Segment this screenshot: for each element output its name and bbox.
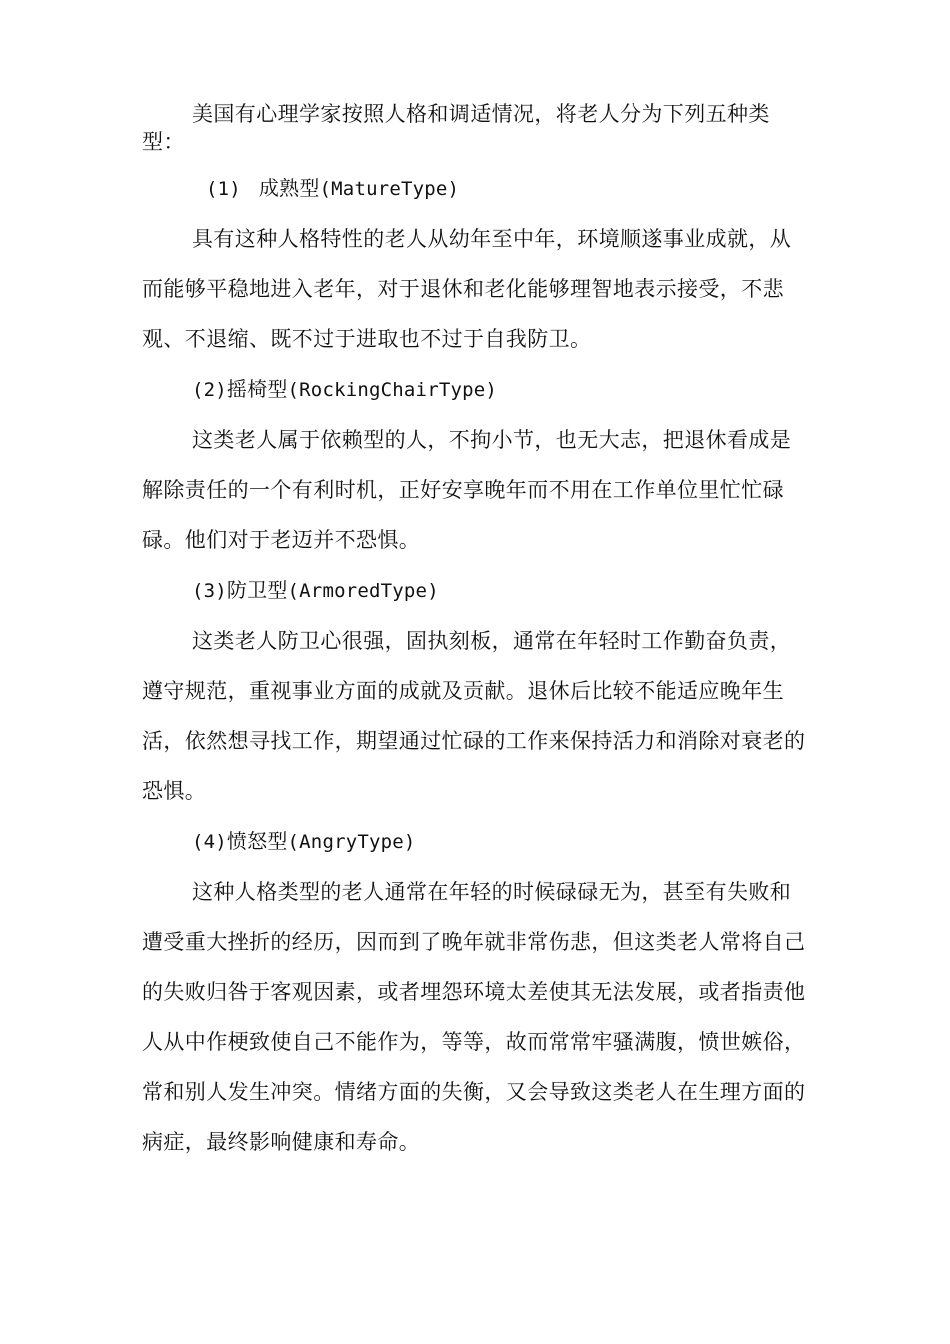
- section-number: (2): [192, 379, 227, 401]
- intro-paragraph: 美国有心理学家按照人格和调适情况，将老人分为下列五种类型：: [142, 102, 770, 154]
- section-title: 摇椅型: [226, 377, 288, 401]
- section-english: (RockingChairType): [287, 379, 498, 401]
- section-title: 愤怒型: [226, 829, 288, 853]
- section-heading: [142, 168, 810, 209]
- section-title: 成熟型: [258, 176, 320, 200]
- section-rocking-chair: [142, 364, 810, 565]
- section-body: 这种人格类型的老人通常在年轻的时候碌碌无为，甚至有失败和遭受重大挫折的经历，因而到了晚年就非常伤悲，但这类老人常将自己的失败归咎于客观因素，或者埋怨环境太差使其无法发展，或者指责他人从中作梗致使自己不能作为，等等，故而常常牢骚满腹，愤世嫉俗，常和别人发生冲突。情绪方面的失衡，又会导致这类老人在生理方面的病症，最终影响健康和寿命。: [142, 880, 806, 1154]
- section-armored: [142, 565, 810, 816]
- section-number: (3): [192, 580, 227, 602]
- section-number: (4): [192, 831, 227, 853]
- section-angry: [142, 816, 810, 1167]
- section-body: 这类老人属于依赖型的人，不拘小节，也无大志，把退休看成是解除责任的一个有利时机，正好安享晚年而不用在工作单位里忙忙碌碌。他们对于老迈并不恐惧。: [142, 428, 792, 552]
- section-heading: [142, 364, 810, 415]
- section-body: 具有这种人格特性的老人从幼年至中年，环境顺遂事业成就，从而能够平稳地进入老年，对于退休和老化能够理智地表示接受，不悲观、不退缩、既不过于进取也不过于自我防卫。: [142, 227, 792, 351]
- section-title: 防卫型: [226, 578, 288, 602]
- section-body: 这类老人防卫心很强，固执刻板，通常在年轻时工作勤奋负责，遵守规范，重视事业方面的成就及贡献。退休后比较不能适应晚年生活，依然想寻找工作，期望通过忙碌的工作来保持活力和消除对衰老的恐惧。: [142, 629, 806, 803]
- section-english: (ArmoredType): [287, 580, 439, 602]
- section-mature: [142, 168, 810, 364]
- section-english: (MatureType): [319, 178, 460, 200]
- section-heading: [142, 565, 810, 616]
- section-heading: [142, 816, 810, 867]
- section-number: (1): [206, 178, 241, 200]
- document-page: [142, 100, 810, 1167]
- section-english: (AngryType): [287, 831, 416, 853]
